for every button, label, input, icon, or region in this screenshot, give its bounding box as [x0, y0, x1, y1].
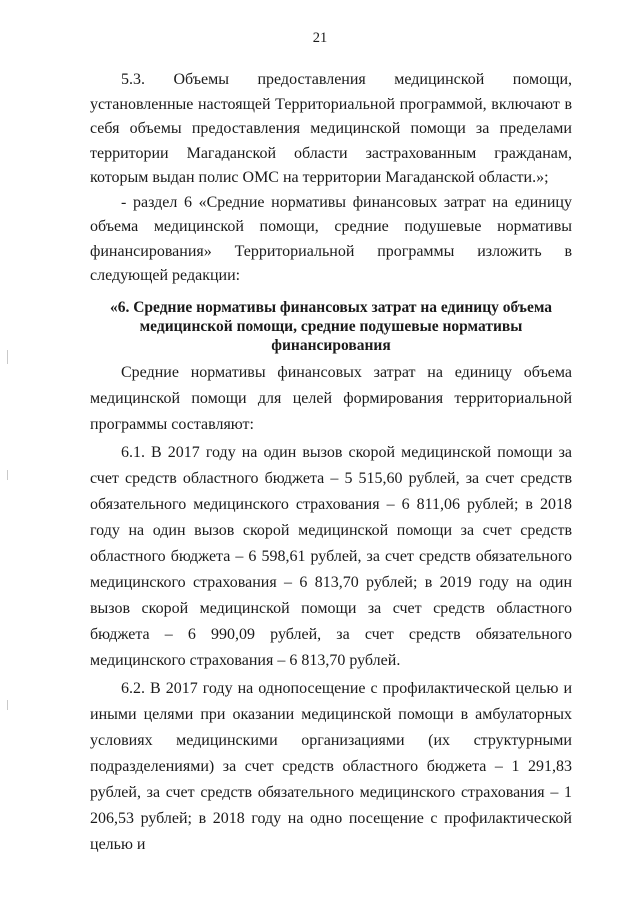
- paragraph-6-2: 6.2. В 2017 году на однопосещение с профилактической целью и иными целями при оказании медицинской помощи в амбулаторных условиях медицинскими организациями (их структурными подразделениями) за счет средств областного бюджета – 1 291,83 рублей, за счет средств обязательного медицинского страхования – 1 206,53 рублей; в 2018 году на одно посещение с профилактической целью и: [90, 680, 572, 853]
- paragraph-section-6-amendment: - раздел 6 «Средние нормативы финансовых затрат на единицу объема медицинской помощи, средние подушевые нормативы финансирования» Территориальной программы изложить в следующей редакции:: [90, 193, 572, 284]
- paragraph-6-1: 6.1. В 2017 году на один вызов скорой медицинской помощи за счет средств областного бюджета – 5 515,60 рублей, за счет средств обязательного медицинского страхования – 6 811,06 рублей; в 2018 году на один вызов скорой медицинской помощи за счет средств областного бюджета – 6 598,61 рублей, за счет средств обязательного медицинского страхования – 6 813,70 рублей; в 2019 году на один вызов скорой медицинской помощи за счет средств областного бюджета – 6 990,09 рублей, за счет средств обязательного медицинского страхования – 6 813,70 рублей.: [90, 444, 572, 669]
- paragraph-intro-norms: Средние нормативы финансовых затрат на единицу объема медицинской помощи для целей формирования территориальной программы составляют:: [90, 364, 572, 433]
- scan-artifact-mark: [7, 470, 8, 480]
- paragraph-5-3: 5.3. Объемы предоставления медицинской помощи, установленные настоящей Территориальной программой, включают в себя объемы предоставления медицинской помощи за пределами территории Магаданской области застрахованным гражданам, которым выдан полис ОМС на территории Магаданской области.»;: [90, 71, 572, 186]
- heading-line: финансирования: [271, 337, 391, 354]
- section-6-heading: [90, 298, 572, 355]
- scan-artifact-mark: [7, 350, 8, 364]
- heading-line: «6. Средние нормативы финансовых затрат на единицу объема: [109, 299, 553, 316]
- section-6-body: [90, 360, 572, 858]
- heading-line: медицинской помощи, средние подушевые нормативы: [139, 318, 523, 335]
- scan-artifact-mark: [7, 700, 8, 710]
- page-number: 21: [312, 30, 328, 46]
- intro-text-block: [90, 68, 572, 289]
